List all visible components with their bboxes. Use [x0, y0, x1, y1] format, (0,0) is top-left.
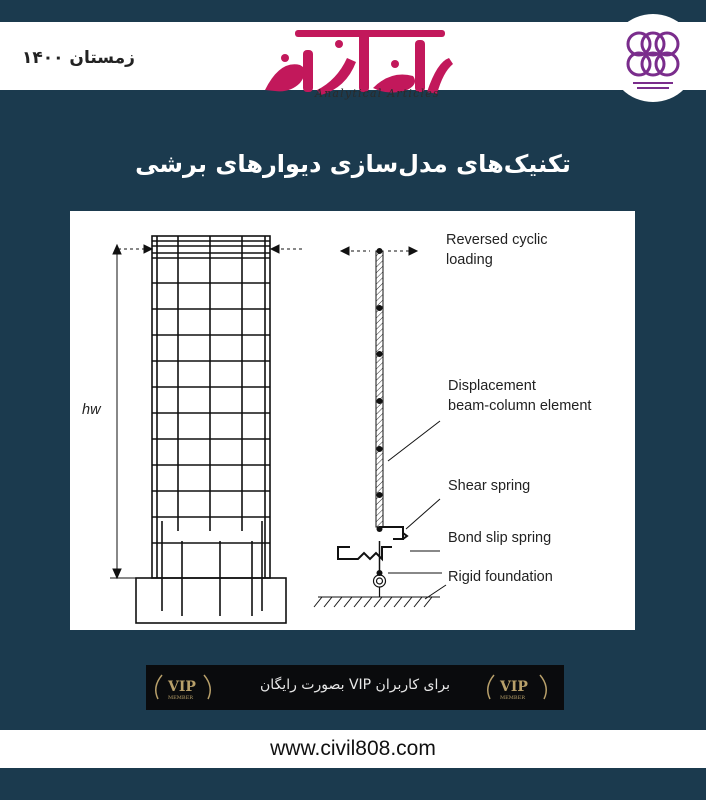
diagram-panel [70, 211, 635, 630]
element-label-line2: beam-column element [448, 398, 592, 414]
bond-slip-spring-symbol [338, 541, 392, 573]
foundation-ground [314, 597, 440, 607]
brand-subtitle: Analytical Articles [315, 87, 440, 100]
site-url-link[interactable]: www.civil808.com [270, 737, 436, 760]
element-label-line1: Displacement [448, 378, 536, 394]
network-logo[interactable] [609, 14, 697, 102]
svg-text:VIP: VIP [500, 679, 528, 695]
foundation-label: Rigid foundation [448, 569, 553, 585]
loading-label-line1: Reversed cyclic [446, 232, 548, 248]
article-title: تکنیک‌های مدل‌سازی دیوارهای برشی [135, 150, 571, 178]
svg-text:MEMBER: MEMBER [500, 695, 525, 701]
svg-text:VIP: VIP [168, 679, 196, 695]
shear-spring-label: Shear spring [448, 478, 531, 494]
loading-label-line2: loading [446, 252, 493, 268]
wall-reinforcement-grid [136, 236, 286, 623]
svg-text:MEMBER: MEMBER [168, 695, 193, 701]
bond-slip-label: Bond slip spring [448, 530, 552, 546]
network-logo-icon [609, 14, 697, 102]
vip-banner[interactable] [146, 665, 564, 710]
vip-banner-text: برای کاربران VIP بصورت رایگان [260, 677, 450, 693]
date-label: زمستان ۱۴۰۰ [22, 48, 135, 68]
rotational-spring-symbol [374, 575, 386, 597]
height-dimension [110, 245, 136, 578]
wall-height-label: hw [82, 402, 101, 418]
leader-lines [388, 421, 446, 599]
shear-spring-symbol [379, 527, 407, 539]
